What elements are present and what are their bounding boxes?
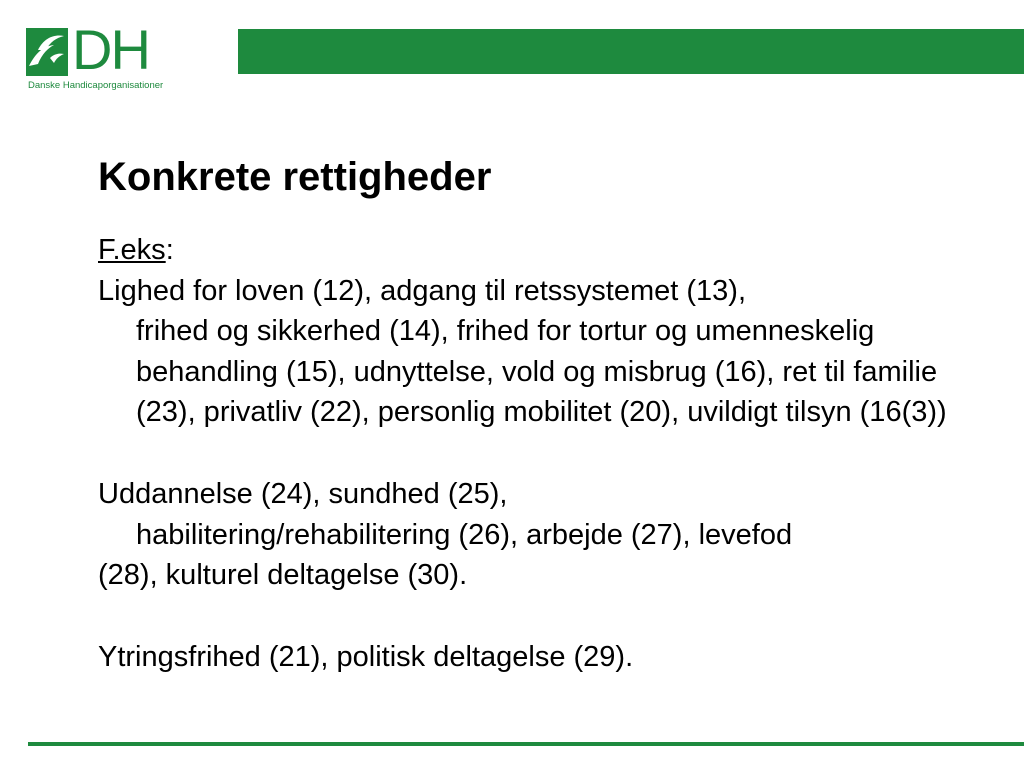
intro-label: F.eks <box>98 234 166 266</box>
paragraph-rights-political: Ytringsfrihed (21), politisk deltagelse (29). <box>98 640 634 673</box>
paragraph-2-line-2: habilitering/rehabilitering (26), arbejde (27), levefod <box>136 518 793 551</box>
logo-letters: DH <box>72 18 149 81</box>
dh-logo <box>26 18 186 96</box>
spacer <box>98 433 958 474</box>
header-green-bar <box>238 29 1024 74</box>
logo-subtitle: Danske Handicaporganisationer <box>28 80 164 91</box>
paragraph-1-rest: frihed og sikkerhed (14), frihed for tortur og umenneskelig behandling (15), udnyttelse, vold og misbrug (16), ret til familie (23), privatliv (22), personlig mobilitet (20), uvildigt tilsyn (16(3)) <box>136 315 947 429</box>
paragraph-rights-social <box>98 474 958 596</box>
paragraph-2-line-3: (28), kulturel deltagelse (30). <box>98 559 468 592</box>
spacer <box>98 596 958 637</box>
footer-green-rule <box>28 742 1024 746</box>
slide-title: Konkrete rettigheder <box>98 155 492 199</box>
paragraph-rights-civil <box>98 271 958 433</box>
bird-emblem-icon <box>26 28 68 76</box>
intro-line <box>98 230 958 271</box>
intro-colon: : <box>165 234 174 266</box>
paragraph-1-line-1: Lighed for loven (12), adgang til retssystemet (13), <box>98 274 746 307</box>
slide-body <box>98 230 958 677</box>
paragraph-2-line-1: Uddannelse (24), sundhed (25), <box>98 477 508 510</box>
